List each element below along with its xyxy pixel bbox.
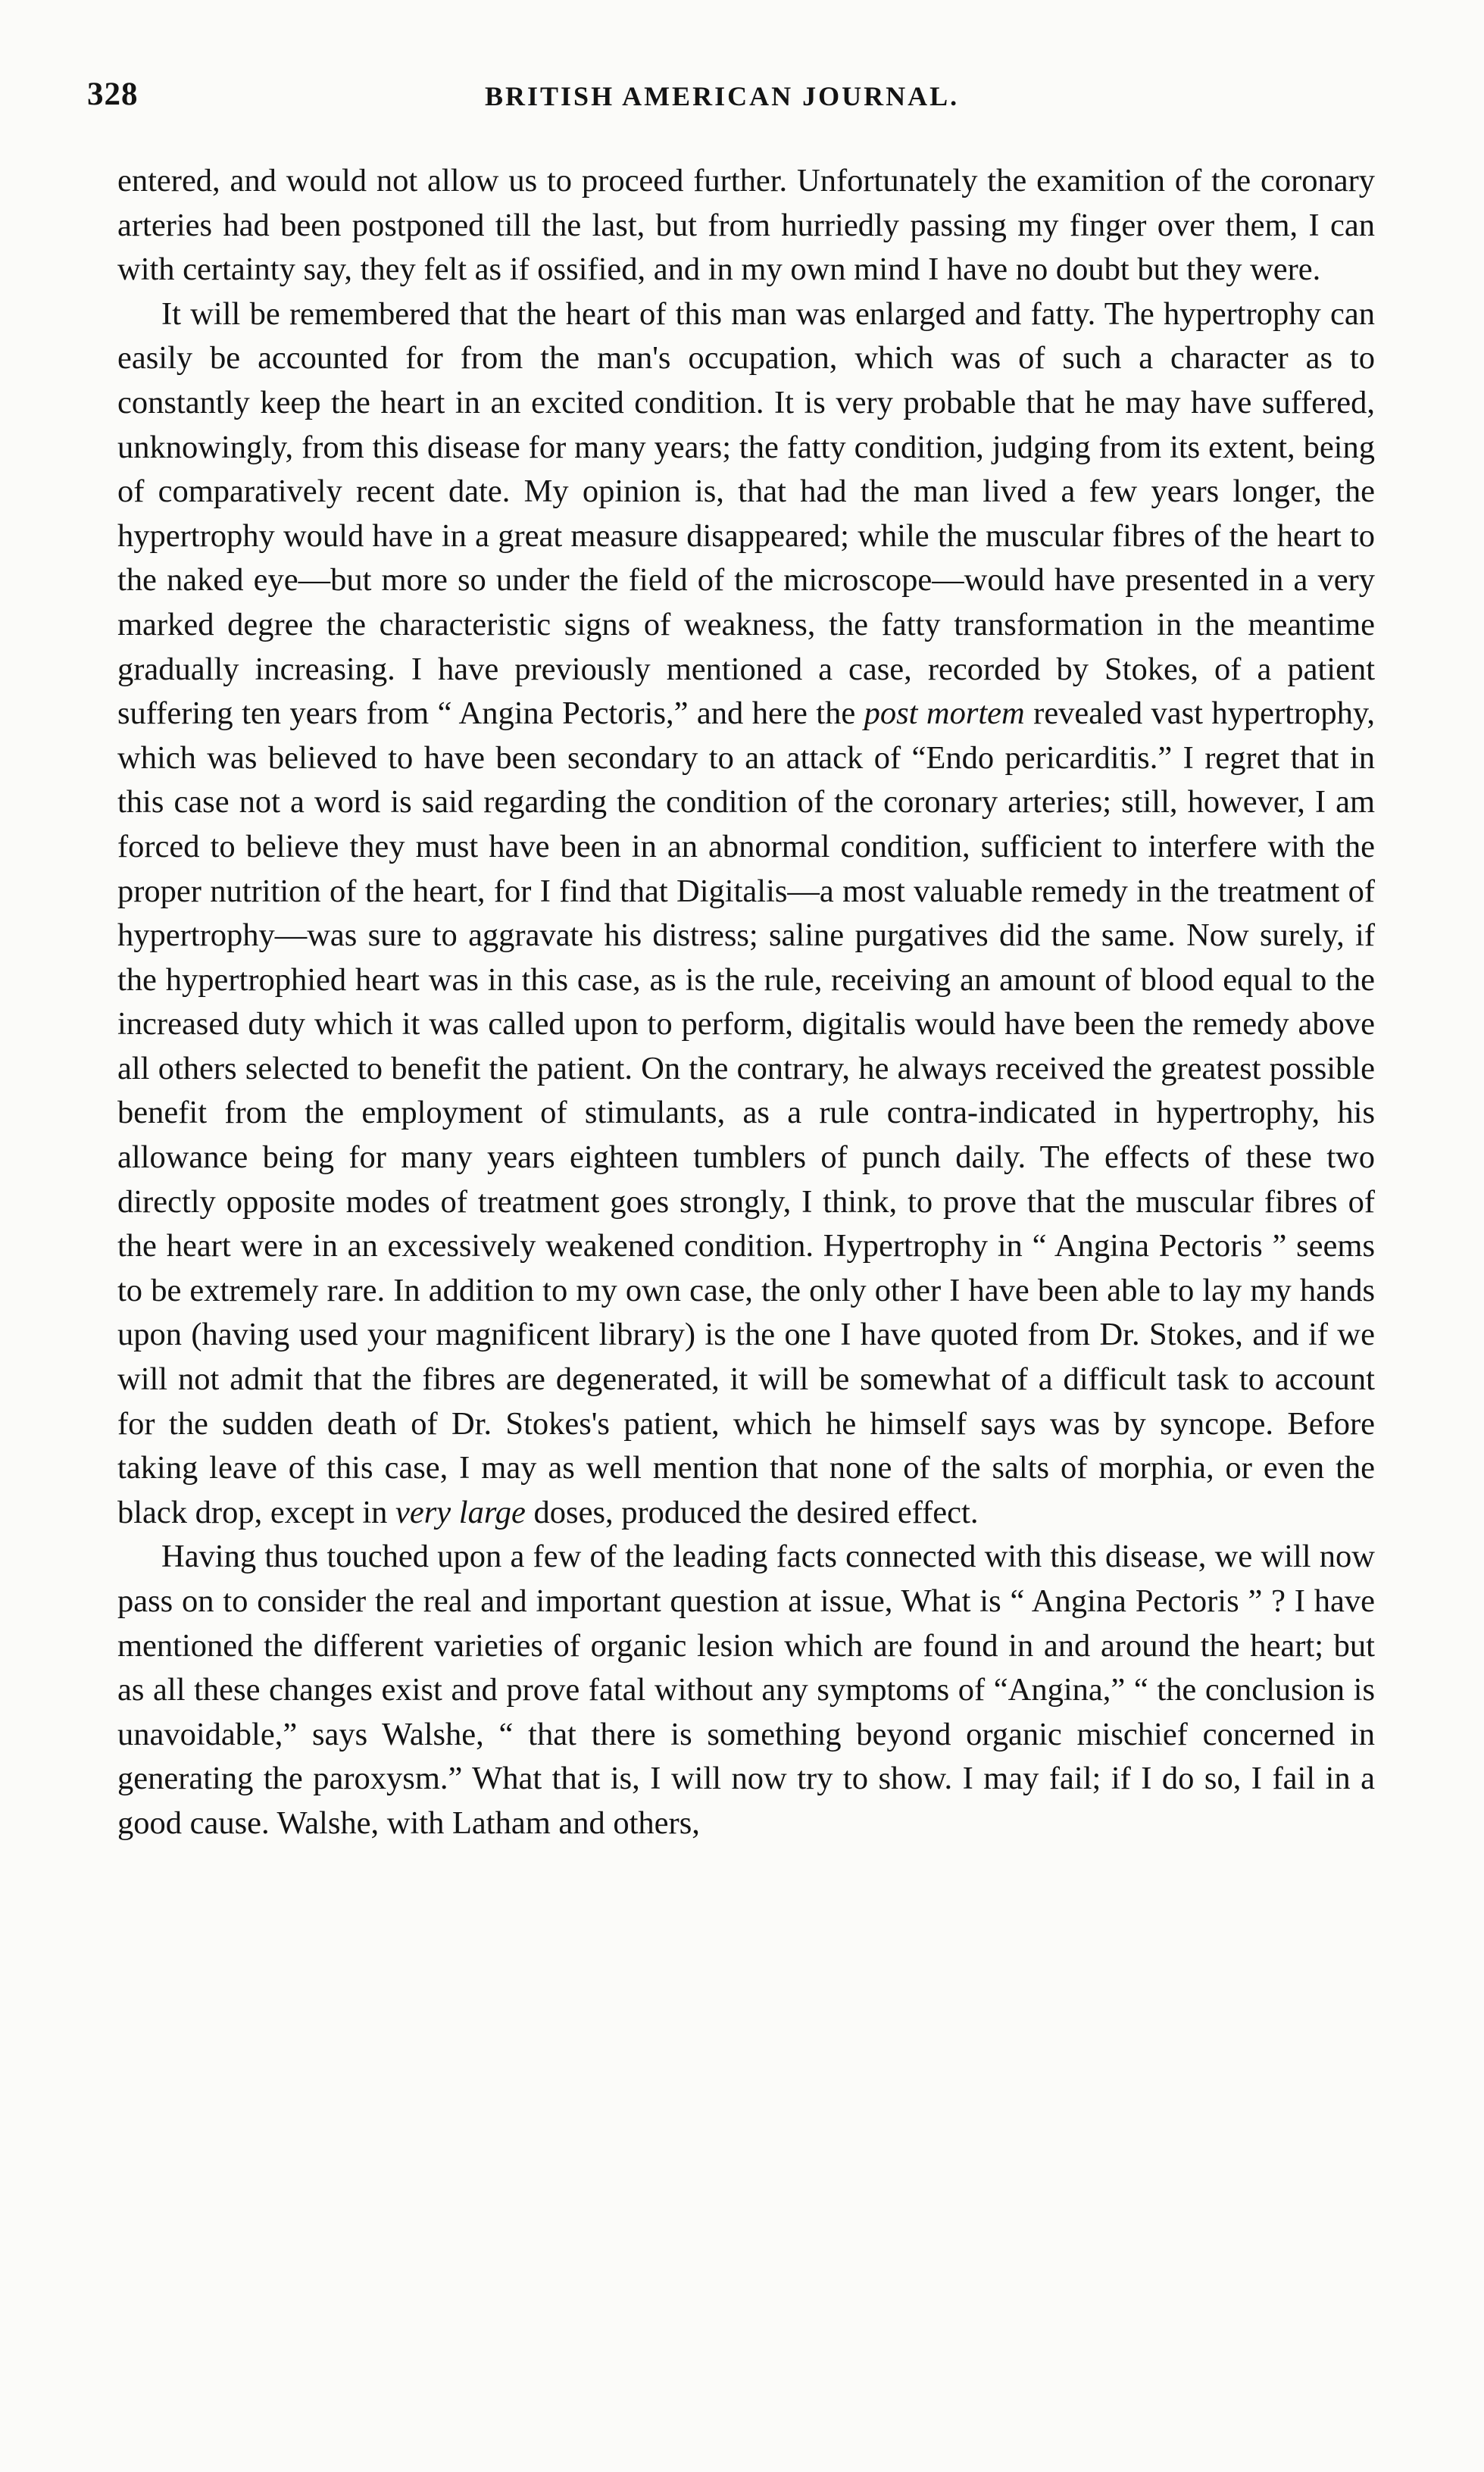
paragraph-text: entered, and would not allow us to proceed further. Unfortunately the examition of the coronary arteries had been postponed till the last, but from hurriedly passing my finger over them, I can with certainty say, they felt as if ossified, and in my own mind I have no doubt but they were. xyxy=(117,163,1375,288)
italic-phrase: very large xyxy=(395,1494,526,1530)
italic-phrase: post mortem xyxy=(864,695,1025,732)
body-text xyxy=(117,159,1375,1846)
paragraph xyxy=(117,1535,1375,1845)
paragraph-text: revealed vast hypertrophy, which was believed to have been secondary to an attack of “Endo pericarditis.” I regret that in this case not a word is said regarding the condition of the coronary arteries; still, however, I am forced to believe they must have been in an abnormal condition, sufficient to interfere with the proper nutrition of the heart, for I find that Digitalis—a most valuable remedy in the treatment of hypertrophy—was sure to aggravate his distress; saline purgatives did the same. Now surely, if the hypertrophied heart was in this case, as is the rule, receiving an amount of blood equal to the increased duty which it was called upon to perform, digitalis would have been the remedy above all others selected to benefit the patient. On the contrary, he always received the greatest possible benefit from the employment of stimulants, as a rule contra-indicated in hypertrophy, his allowance being for many years eighteen tumblers of punch daily. The effects of these two directly opposite modes of treatment goes strongly, I think, to prove that the muscular fibres of the heart were in an excessively weakened condition. Hypertrophy in “ Angina Pectoris ” seems to be extremely rare. In addition to my own case, the only other I have been able to lay my hands upon (having used your magnificent library) is the one I have quoted from Dr. Stokes, and if we will not admit that the fibres are degenerated, it will be somewhat of a difficult task to account for the sudden death of Dr. Stokes's patient, which he himself says was by syncope. Before taking leave of this case, I may as well mention that none of the salts of morphia, or even the black drop, except in xyxy=(117,695,1375,1530)
page-number: 328 xyxy=(87,77,139,112)
paragraph xyxy=(117,292,1375,1536)
paragraph-text: Having thus touched upon a few of the leading facts connected with this disease, we will now pass on to consider the real and important question at issue, What is “ Angina Pectoris ” ? I have mentioned the different varieties of organic lesion which are found in and around the heart; but as all these changes exist and prove fatal without any symptoms of “Angina,” “ the conclusion is unavoidable,” says Walshe, “ that there is something beyond organic mischief concerned in generating the paroxysm.” What that is, I will now try to show. I may fail; if I do so, I fail in a good cause. Walshe, with Latham and others, xyxy=(117,1539,1375,1841)
page-header xyxy=(87,76,1382,121)
running-head: BRITISH AMERICAN JOURNAL. xyxy=(485,81,960,111)
paragraph-text: It will be remembered that the heart of this man was enlarged and fatty. The hypertrophy can easily be accounted for from the man's occupation, which was of such a character as to constantly keep the heart in an excited condition. It is very probable that he may have suffered, unknowingly, from this disease for many years; the fatty condition, judging from its extent, being of comparatively recent date. My opinion is, that had the man lived a few years longer, the hypertrophy would have in a great measure disappeared; while the muscular fibres of the heart to the naked eye—but more so under the field of the microscope—would have presented in a very marked degree the characteristic signs of weakness, the fatty transformation in the meantime gradually increasing. I have previously mentioned a case, recorded by Stokes, of a patient suffering ten years from “ Angina Pectoris,” and here the xyxy=(117,295,1375,732)
paragraph-text: doses, produced the desired effect. xyxy=(525,1494,979,1530)
paragraph xyxy=(117,159,1375,292)
